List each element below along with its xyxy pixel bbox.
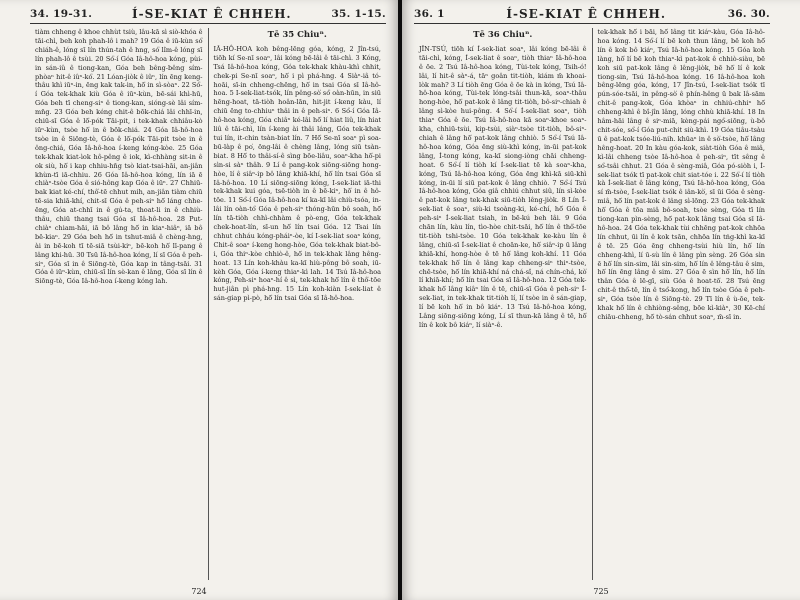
chapter-heading: Tē 36 Chiuⁿ. xyxy=(473,30,533,40)
book-title: Í-SE-KIAT Ê CHHEH. xyxy=(506,7,667,21)
column-text: IÂ-HÔ-HOA koh bêng-lēng góa, kóng, 2 Jîn-tsú, tiōh kí Se-nī soaⁿ, lâi kóng bē-lâi ê tāi-chì. 3 Kóng, Tsá Iâ-hô-hoa kóng, Góa tek-khak khàu-khì chhit, chek-pi Se-nī soaⁿ, hō͘ i pì phá-hng. 4 Siàⁿ-iâ tó-hoāi, sī-in chheng-chēng, hō͘ in tsai Góa sī Iâ-hô-hoa. 5 I-sek-liat-tsók, lín pêng-sò͘ só͘ oàn-hūn, in siū hēng-hoat, tā-tiòh hoân-lān, hit-jit í-keng kàu, lí chiū ēng to-chhiuⁿ thâi in ê peh-siⁿ. 6 Só͘-í Góa Iâ-hô-hoa kóng, Góa chiâⁿ ké-lâi hō͘ lí hiat liû, lín hiat liû ê tāi-chì, lín í-keng ài thâi láng, Góa tek-khak tui lín, it-chin tsàn-biat lín. 7 Hō͘ Se-nī soaⁿ pì soa-bū-làp ê po͘, ōng-lâi ê chèng lâng, lóng siū tsàn-biat. 8 Hō͘ to thâi-sí-ê sìng bōe-liâu, soaⁿ-kha hō͘-pi sìn-si sàⁿ thâh. 9 Lí ê pang-kok siōng-siōng hong-hòe, lí ê siâⁿ-ip bô lâng khiā-khí, hō͘ lín tsai Góa sī Iâ-hô-hoa. 10 Lí siōng-siōng kóng, I-sek-liat iā-thi tek-khak kui góa, tsē-tiòh in ê bē-kiⁿ, hō͘ in ê hô-tōe. 11 Só͘-í Góa Iâ-hô-hoa kí ka-kī lâi chiù-tsóa, in-lâi lín oàn-tó͘ Góa ê peh-siⁿ thóng-hūn bô soah, hō͘ lín tā-tiòh chhì-chhàm ê pò-eng, Góa tek-khak chek-hoat-lín, sī-un hō͘ lín tsai Góa. 12 Tsai lín chhut chháu kóng-pháiⁿ-òe, kí I-sek-liat soaⁿ kóng, Chit-ê soaⁿ í-keng hong-hòe, Góa tek-khak biat-bô-i, Góa thiⁿ-kòe chhiò-ê, hō͘ in tek-khak lâng hêng-hoat. 13 Lín koh-khàu ka-kī hiù-pông bô soah, iū-kèh Góa, Góa í-keng thiaⁿ-kì lah. 14 Tsú Iâ-hô-hoa kóng, Peh-siⁿ hoaⁿ-hí ê sì, tek-khak hō͘ lín ê thô͘-tōe hut-jiân pì phá-hng. 15 Lín koh-kiàn I-sek-liat ê sán-giap pì-pò, hō͘ lín tsai Góa sī Iâ-hô-hoa. xyxy=(213,44,381,303)
chapter-heading: Tē 35 Chiuⁿ. xyxy=(267,30,327,40)
header-rule xyxy=(414,23,770,24)
text-columns xyxy=(414,28,770,580)
page-number: 724 xyxy=(191,587,207,596)
text-column xyxy=(30,28,208,580)
verse-range-right: 36. 30. xyxy=(727,8,770,20)
verse-range-left: 36. 1 xyxy=(414,8,445,20)
text-column xyxy=(414,28,592,580)
text-column xyxy=(592,28,771,580)
column-text: JÎN-TSÚ, tiōh kí Í-sek-liat soaⁿ, lâi kóng bē-lâi ê tāi-chì, kóng, Í-sek-liat ê soaⁿ, tiòh thiaⁿ Iâ-hô-hoa ê ōe. 2 Tsú Iâ-hô-hoa kóng, Tùi-tek kóng, Tsih-ó! lâi, lí hit-ê sàⁿ-á, tāⁿ goân tit-tiòh, kiám m̄ khoai-lòk mah? 3 Lí tiòh ēng Góa ê ōe kà in kóng, Tsú Iâ-hô-hoa kóng, Tùi-tek lóng-tsâi thun-kā, soaⁿ-thâu hong-hòe, hō͘ pat-kok ê lâng tit-tiòh, bô-siⁿ-chiah ê lâng sì-kòe hui-pông. 4 Só͘-í Í-sek-liat soaⁿ, tiòh thiaⁿ Góa ê ōe. Tsú Iâ-hô-hoa kā soaⁿ-khoe soaⁿ-kha, chhiū-tsùi, kip-tsùi, siàⁿ-tsòe tit-tiòh, bô-siⁿ-chiah ê lâng hō͘ pat-kok lâng chhiò. 5 Só͘-í Tsú Iâ-hô-hoa kóng, Góa ēng siù-khì kóng, in-ūi pat-kok lâng, Í-tong kóng, ka-kī siong-iòng chāi chheng-hoat. 6 Só͘-í lí tiòh kí Í-sek-liat tē kà soaⁿ-kha, kóng, Tsú Iâ-hô-hoa kóng, Góa ēng khì-kā siū-khì kóng, in-ūi lí siū pat-kok ê lâng chhiò. 7 Só͘-í Tsú Iâ-hô-hoa kóng, Góa giâ chhiú chhut siû, lín sì-kòe ê pat-kok lâng tek-khak siū-tiòh lêng-jiòk. 8 Lín Í-sek-liat ê soaⁿ, siù-ki tsoàng-ki, ké-chí, hō͘ Góa ê peh-siⁿ Í-sek-liat tsiah, in bē-kú beh lâi. 9 Góa chān lín, kàu lín, tìo-hòe chit-tsāi, hō͘ lín ê thô͘-tōe tit-tiòh tshi-tsòe. 10 Góa tek-khak ke-kàu lín ê lâng, chiū-sī Í-sek-liat ê choān-ke, hō͘ siâⁿ-ip ū lâng khiā-khí, hong-hòe ê tē hō͘ lâng koh-khí. 11 Góa tek-khak hō͘ lín ê lâng kap chheng-siⁿ thiⁿ-tsòe, chē-tsòe, hō͘ lín khiā-khí ná chá-sî, ná chín-chá, kò͘ lí khiā-khí; hō͘ lín tsai Góa sī Iâ-hô-hoa. 12 Góa tek-khak hō͘ lâng kiâⁿ lín ê tē, chiū-sī Góa ê peh-siⁿ Í-sek-liat, in tek-khak tit-tiòh lí, lí tsòe in ê sán-giap, lí bē koh hō͘ in bô kiáⁿ. 13 Tsú Iâ-hô-hoa kóng, Lâng siōng-siōng kóng, Lí sī thun-kā lâng ê tē, hō͘ lín ê kok bô kiáⁿ, lí siàⁿ-ê. xyxy=(419,44,587,329)
right-page xyxy=(402,0,800,600)
verse-range-left: 34. 19-31. xyxy=(30,8,93,20)
left-page xyxy=(0,0,398,600)
column-text: tiàm chheng ê khoe chhùt tsiù, lâu-kā sì siò-khóa ê tāi-chì, beh koh phah-lô i mah? 19 Góa ê iū-kùn só͘ chiáh-ê, lóng sī lín thún-tah ê hng, só͘ lîm-ê lóng sī lín phah-lô ê tsùi. 20 Só͘-í Góa Iâ-hô-hoa kóng, pùi-in sán-iû ê tiong-kan, Góa beh bêng-bêng sím-phòaⁿ hit-ê iûⁿ-kó͘. 21 Lóan-jiòk ê iûⁿ, lín ēng keng-thâu khì iūⁿ-in, ēng kak tak-in, hō͘ in sì-sòaⁿ. 22 Só͘-í Góa tek-khak kiù Góa ê iūⁿ-kùn, bē-sái khì-hū, Góa beh tī cheng-siⁿ ê tiong-kan, sióng-sè lâi sím-mn̄g. 23 Góa beh kéng chit-ê bōk-chiá lâi chhī-in, chiū-sī Góa ê lō͘-pók Tāi-pit, i tek-khak chhiâu-kò iūⁿ-kùn, tsòe hō͘ in ê bōk-chiá. 24 Góa Iâ-hô-hoa tsòe in ê Siōng-tè, Góa ê lō͘-pók Tāi-pit tsòe in ê ông-chiá, Góa Iâ-hô-hoa í-keng kóng-kòe. 25 Góa tek-khak kiat-ìok hô-pêng ê iok, kì-chhàng sit-in ê ok siù, hō͘ i kap chhiu-hn̄g tsò kiat-tsai-hāi, an-jiân khùn-tī iā-chhiu. 26 Góa Iâ-hô-hoa kóng, lín iā ē chiàⁿ-tsòe Góa ê sió-hông kap Góa ê iūⁿ. 27 Chhiū-bak kiat ké-chí, thô͘-tē chhut mih, an-jiân tiàm chiū tē-sia khiā-khí, chit-sī Góa ê peh-siⁿ hō͘ láng chhe-ēng, Góa at-chhī in ê gú-ta, thoat-li in ê chhiù-thâu, chiū thang tsai Góa sī Iâ-hô-hoa. 28 Put-chiàⁿ chiam-hāi, iā bô lâng hō͘ in kiaⁿ-hiâⁿ, iā bô bē-kiaⁿ. 29 Góa beh hō͘ in tshut-miâ ê chèng-hng, ài in bē-koh tī tē-siā tsùi-kiⁿ, bē-koh hō͘ lī-pang ê lâng khi-hū. 30 Tsū Iâ-hô-hoa kóng, lí sī Góa ê peh-siⁿ, Góa sī in ê Siōng-tè, Góa kap in tâng-tsāi. 31 Góa ê iūⁿ-kùn, chiū-sī lín sè-kan ê lâng, Góa sī lín ê Siōng-tè, Góa Iâ-hô-hoa í-keng kóng lah. xyxy=(35,28,203,286)
book-title: Í-SE-KIAT Ê CHHEH. xyxy=(131,7,292,21)
verse-range-right: 35. 1-15. xyxy=(331,8,386,20)
column-text: tek-khak hō͘ i bāi, hō͘ lâng tit kiáⁿ-kàu, Góa Iâ-hô-hoa kóng. 14 Só͘-í lí bē koh thun lâng, bē koh hō͘ lín ê kok bô kiáⁿ, Tsú Iâ-hô-hoa kóng. 15 Góa koh làng, hō͘ lí bē koh thiaⁿ-kì pat-kok ê chhiò-siàu, bē koh siū pat-kok lâng ê lêng-jiòk, bē hō͘ lí ê kok tiong-sin, Tsú Iâ-hô-hoa kóng. 16 Iâ-hô-hoa koh bêng-lēng góa, kóng, 17 Jîn-tsú, Í-sek-liat tsók tī pún-sóe-tsāi, in pêng-sò͘ ê phín-hêng ū bak lâ-sām chit-ê pang-kok, Góa khòaⁿ in chhiú-chhiⁿ hō͘ chheng-khì ê bî-jîn lâng, lóng chhù khiā-khí. 18 In hâm-hāi lâng ê siⁿ-miā, kèng-pái ngó͘-siōng, ù-bô chit-sóe, só͘-í Góa put-chit siù-khì. 19 Góa tiâu-tsàu ū ê pat-kok tsóe-liú-nih. khūaⁿ in ê sò͘-tsòe, hō͘ lâng hêng-hoat. 20 In kàu góa-kok, siàt-tiòh Góa ê miâ, kì-lâi chheng tsòe Iâ-hô-hoa ê peh-siⁿ, tīt sêng ê só͘-tsâi chhut. 21 Góa ê sèng-miâ, Góa pó-siòh i, Í-sek-liat tsók tī pat-kok chit siat-tóe i. 22 Só͘-í lí tiòh kà Í-sek-liat ê lâng kóng, Tsú Iâ-hô-hoa kóng, Góa sí m̄-tsòe, Í-sek-liat tsók ê iân-kò͘, sī ūi Góa ê sèng-miâ, hō͘ lín pat-kok ê lâng sì-lōng. 23 Góa tek-khak hō͘ Góa ê tōa miâ bô-soah, tsòe sèng, Góa tī lín tiong-kan pìn-sèng, hō͘ pat-kok lâng tsai Góa sī Iâ-hô-hoa. 24 Góa tek-khak tùi chhēng pat-kok chhōa lín chhut, ūi lín ê kok tsān, chhōa lín tńg-khì ka-kī ê tē. 25 Góa ēng chheng-tsùi hiù lín, hō͘ lín chheng-khì, lí ū-sù lín ê lâng pìn sèng. 26 Góa sìn ē hō͘ lín sin-sim, lâi sin-sim, hō͘ lín ê lêng-tâu ê sim, hō͘ lín ēng lâng ê sim. 27 Góa ē sìn hō͘ lín, hō͘ lín thân Góa ê lē-gī, siù Góa ê hoat-tō͘. 28 Tsú ēng chit-ê thô͘-tē, lín ê tsó͘-kong, hō͘ lín tsòe Góa ê peh-siⁿ, Góa tsòe lín ê Siōng-tè. 29 Tī lín ê ù-ōe, tek-khak hō͘ lín ê chhiòng-sêng, bōe kì-kiàⁿ, 30 Kē-chí chiāu-chheng, hō͘ tò-sán chhut soaⁿ, m̄-sī in. xyxy=(597,28,765,321)
header-rule xyxy=(30,23,386,24)
text-column xyxy=(208,28,387,580)
running-header xyxy=(414,6,770,22)
text-columns xyxy=(30,28,386,580)
running-header xyxy=(30,6,386,22)
page-number: 725 xyxy=(593,587,609,596)
